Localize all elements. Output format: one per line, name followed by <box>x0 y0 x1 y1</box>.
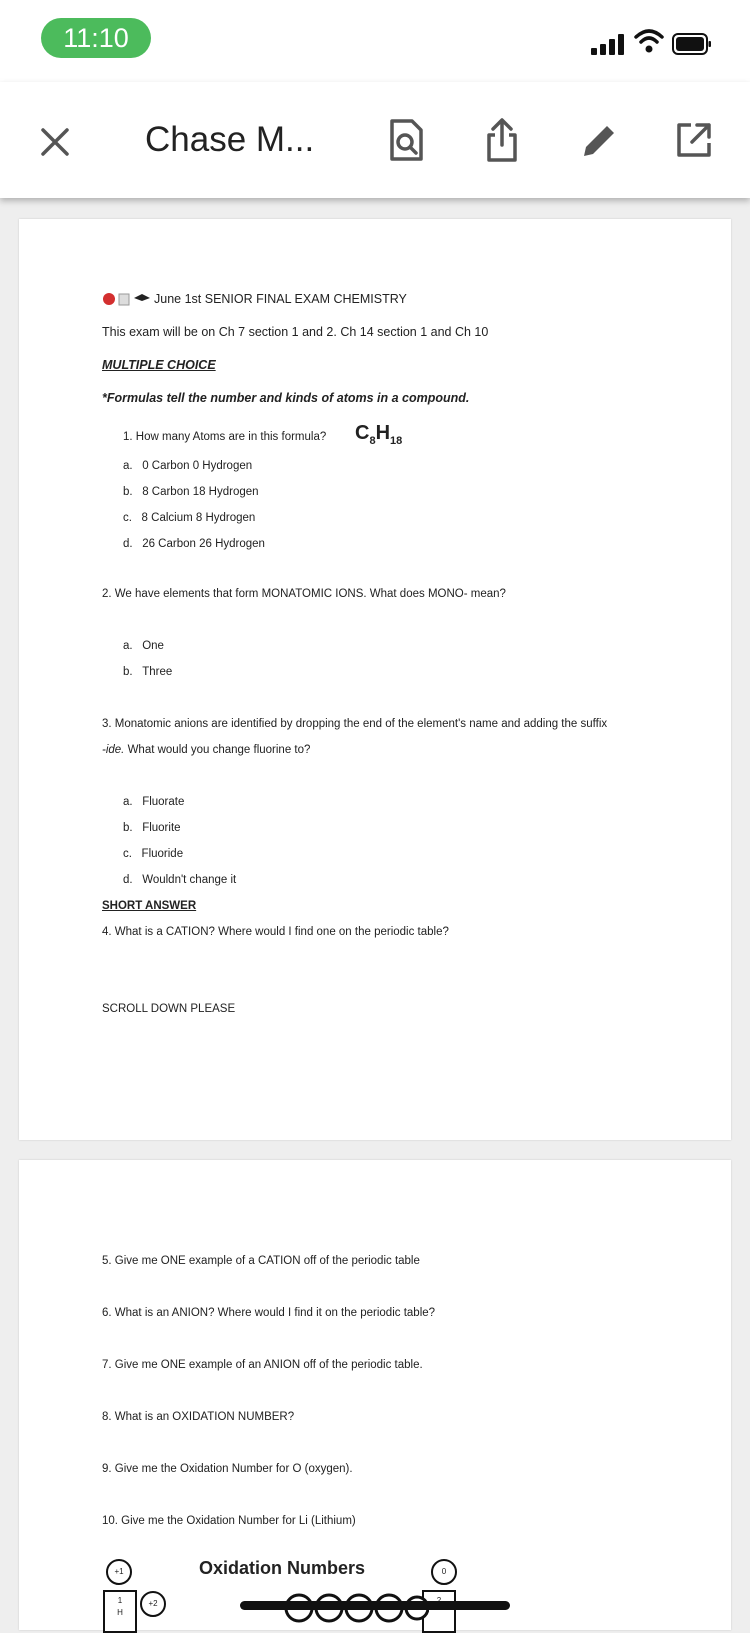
formula-note: *Formulas tell the number and kinds of atoms in a compound. <box>102 391 470 405</box>
home-indicator[interactable] <box>240 1601 510 1610</box>
q3-option-b: b. Fluorite <box>123 822 181 834</box>
oxidation-circles-row <box>279 1590 429 1630</box>
oxidation-badge-plus1: +1 <box>106 1559 132 1585</box>
app-bar <box>0 82 750 198</box>
search-document-icon[interactable] <box>388 119 424 163</box>
question-1: 1. How many Atoms are in this formula? <box>123 431 327 443</box>
document-title: Chase M... <box>145 120 315 159</box>
element-cell-hydrogen: 1 H <box>103 1590 137 1633</box>
wifi-icon <box>634 28 664 54</box>
q1-option-b: b. 8 Carbon 18 Hydrogen <box>123 486 259 498</box>
close-icon[interactable] <box>40 127 70 157</box>
document-page-1 <box>19 219 731 1140</box>
status-bar <box>0 0 750 82</box>
status-time: 11:10 <box>41 18 151 58</box>
multiple-choice-heading: MULTIPLE CHOICE <box>102 358 216 372</box>
q2-option-b: b. Three <box>123 666 173 678</box>
formula-c8h18: $C_8H_{18}$ <box>355 422 403 447</box>
scroll-down-note: SCROLL DOWN PLEASE <box>102 1003 236 1015</box>
q1-option-c: c. 8 Calcium 8 Hydrogen <box>123 512 256 524</box>
exam-intro: This exam will be on Ch 7 section 1 and 2. Ch 14 section 1 and Ch 10 <box>102 325 489 339</box>
emoji-icons <box>102 292 156 306</box>
battery-icon <box>672 33 712 55</box>
question-10: 10. Give me the Oxidation Number for Li (Lithium) <box>102 1515 356 1527</box>
q3-option-a: a. Fluorate <box>123 796 185 808</box>
oxidation-badge-zero: 0 <box>431 1559 457 1585</box>
short-answer-heading: SHORT ANSWER <box>102 900 197 912</box>
q1-option-a: a. 0 Carbon 0 Hydrogen <box>123 460 253 472</box>
oxidation-badge-plus2: +2 <box>140 1591 166 1617</box>
exam-title: June 1st SENIOR FINAL EXAM CHEMISTRY <box>154 292 407 306</box>
question-4: 4. What is a CATION? Where would I find one on the periodic table? <box>102 926 449 938</box>
question-3-line-2: -ide. What would you change fluorine to? <box>102 744 311 756</box>
question-9: 9. Give me the Oxidation Number for O (oxygen). <box>102 1463 353 1475</box>
question-5: 5. Give me ONE example of a CATION off of the periodic table <box>102 1255 420 1267</box>
oxidation-numbers-title: Oxidation Numbers <box>199 1558 366 1578</box>
question-2: 2. We have elements that form MONATOMIC IONS. What does MONO- mean? <box>102 588 506 600</box>
q3-option-c: c. Fluoride <box>123 848 184 860</box>
question-8: 8. What is an OXIDATION NUMBER? <box>102 1411 295 1423</box>
question-3-line-1: 3. Monatomic anions are identified by dropping the end of the element's name and adding the suffix <box>102 718 608 730</box>
q3-option-d: d. Wouldn't change it <box>123 874 237 886</box>
open-external-icon[interactable] <box>676 122 712 158</box>
document-page-2 <box>19 1160 731 1630</box>
cellular-signal-icon <box>591 31 627 55</box>
share-icon[interactable] <box>485 117 519 163</box>
edit-pencil-icon[interactable] <box>580 122 618 160</box>
q2-option-a: a. One <box>123 640 164 652</box>
question-7: 7. Give me ONE example of an ANION off of the periodic table. <box>102 1359 423 1371</box>
q1-option-d: d. 26 Carbon 26 Hydrogen <box>123 538 265 550</box>
question-6: 6. What is an ANION? Where would I find it on the periodic table? <box>102 1307 436 1319</box>
